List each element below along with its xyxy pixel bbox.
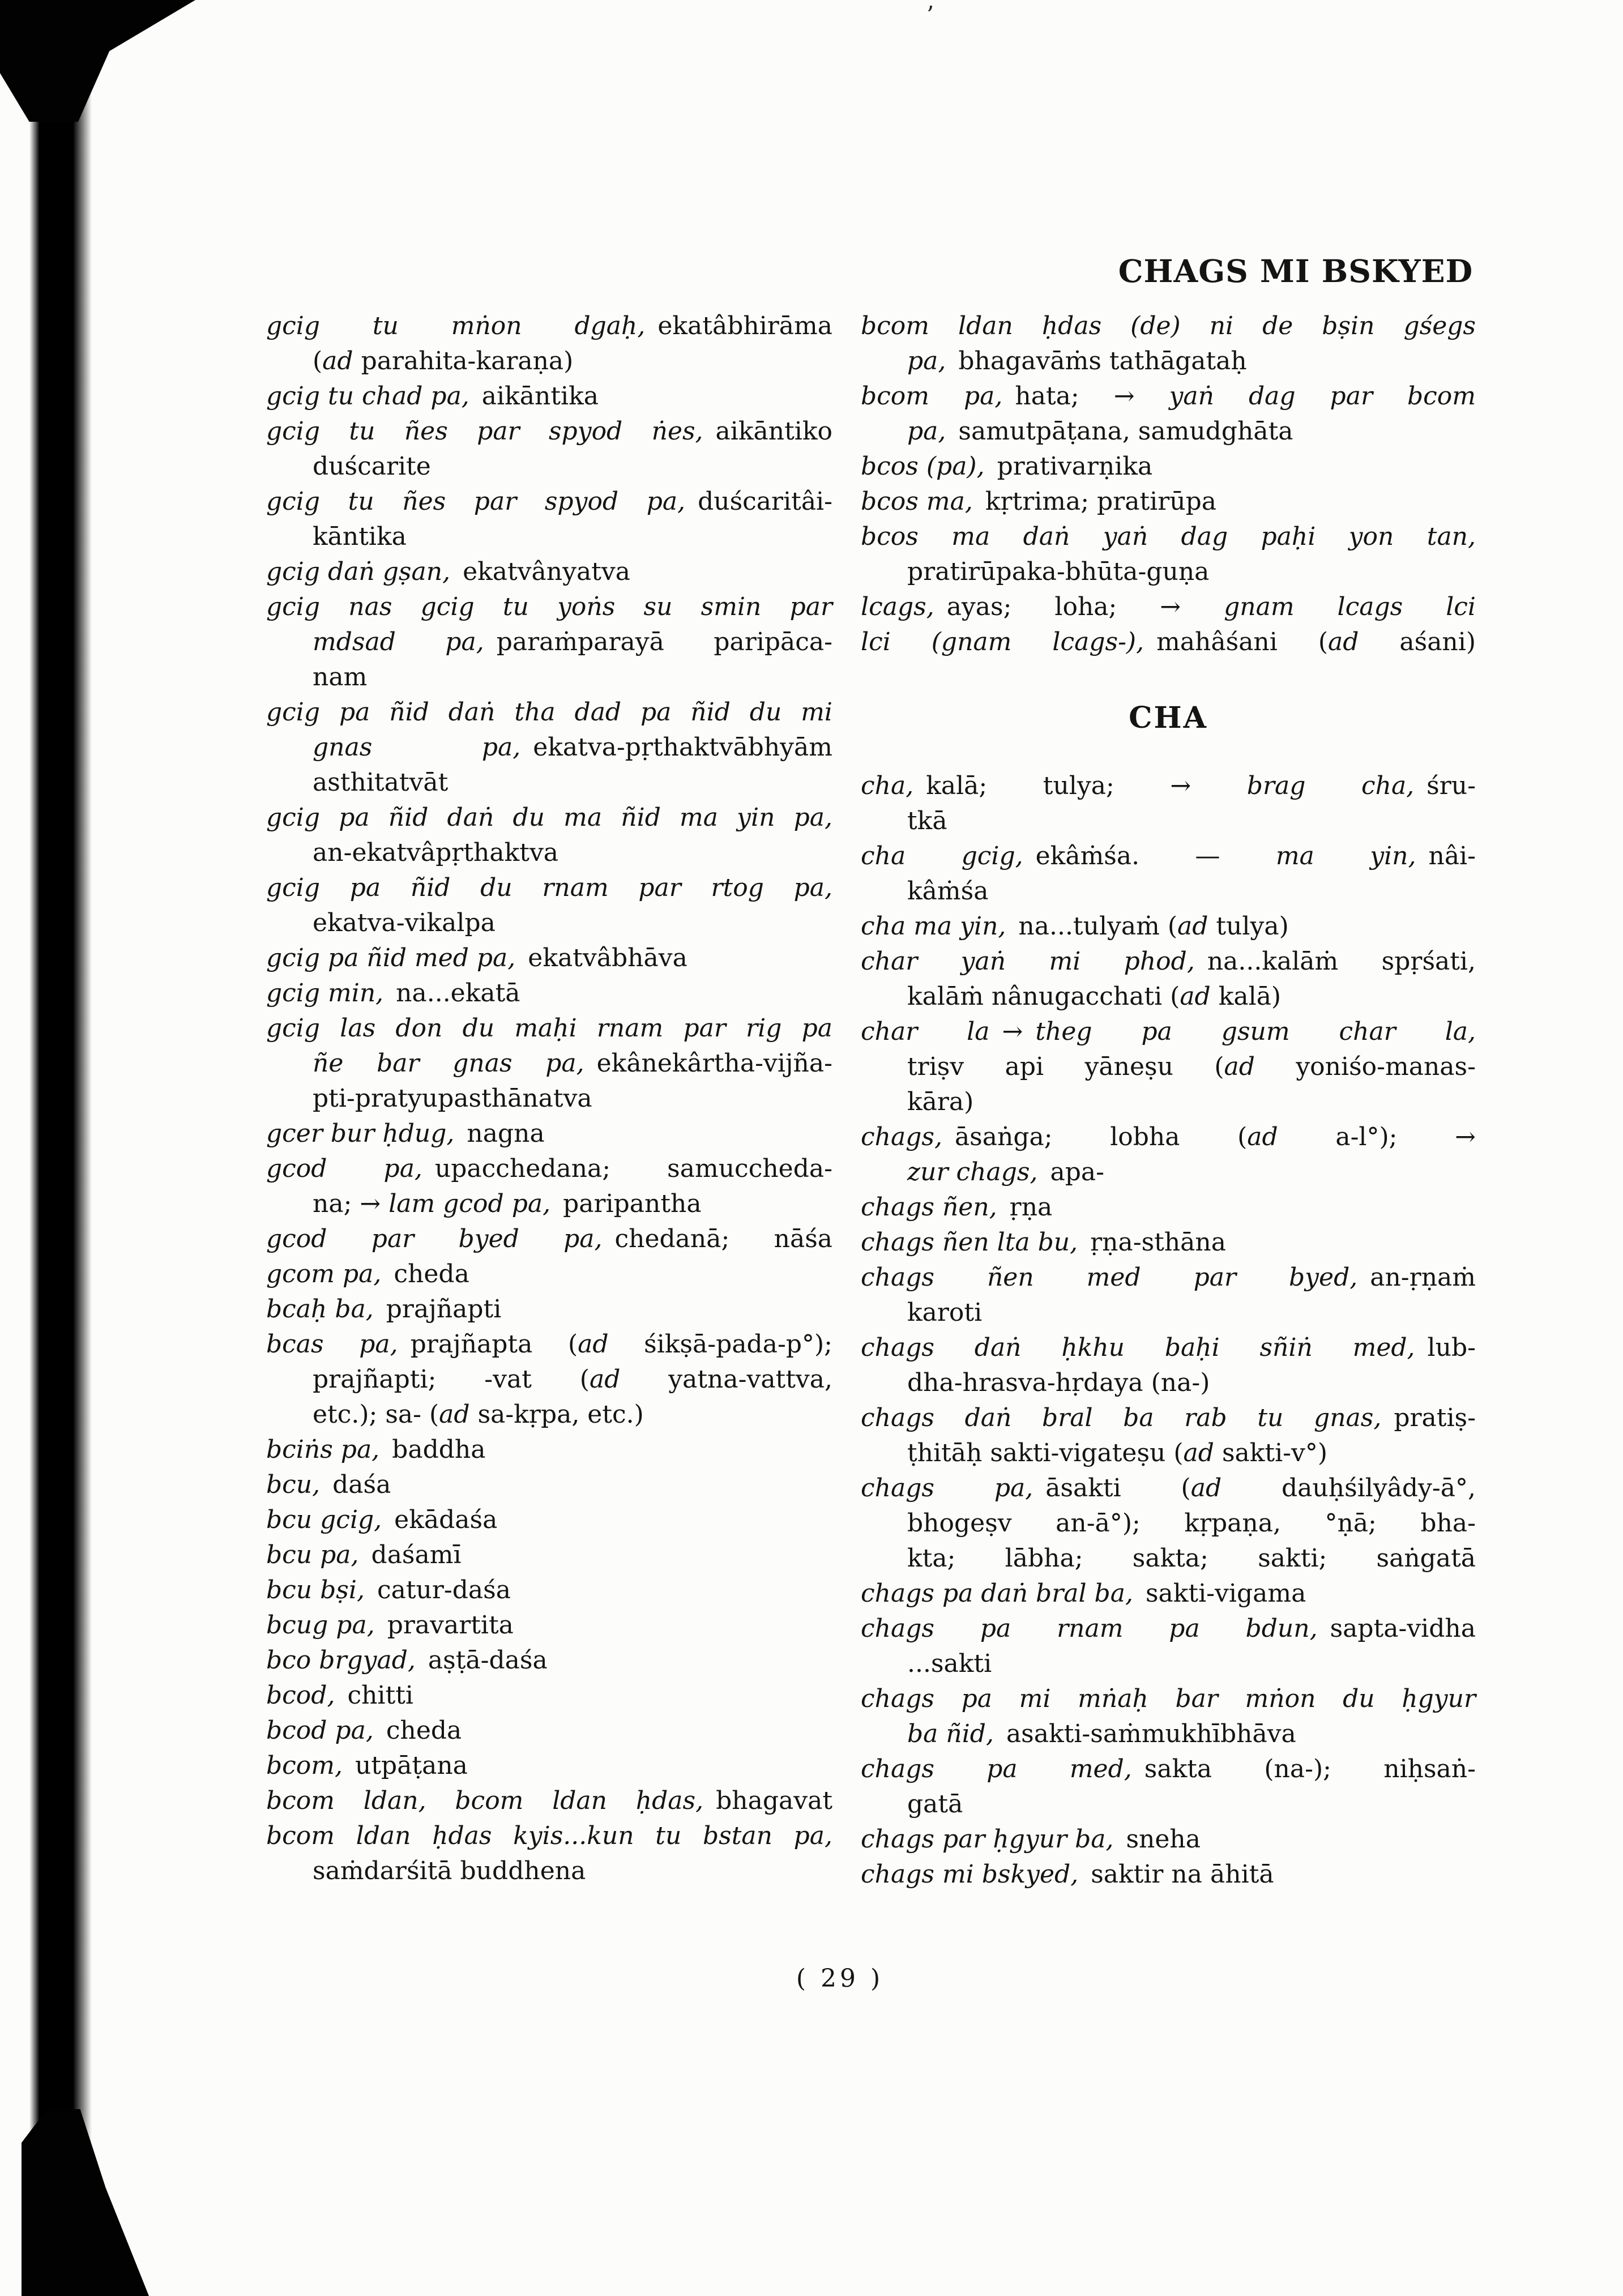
sanskrit-equivalent: tulya): [1208, 912, 1289, 941]
tibetan-term: chags pa rnam pa bdun,: [861, 1614, 1318, 1643]
tibetan-term: ad: [439, 1400, 470, 1429]
tibetan-term: chags ñen,: [861, 1193, 997, 1222]
tibetan-term: char la: [861, 1017, 990, 1046]
sanskrit-equivalent: duścarite: [313, 452, 431, 481]
entry-line: [266, 309, 832, 344]
sanskrit-equivalent: aikāntika: [469, 382, 599, 411]
sanskrit-equivalent: kāra): [907, 1087, 974, 1116]
sanskrit-equivalent: sakti-vigama: [1133, 1579, 1306, 1608]
entry-line: [861, 1260, 1476, 1295]
sanskrit-equivalent: ekânekârtha-vijña-: [584, 1049, 832, 1078]
entry-line: [861, 1120, 1476, 1155]
sanskrit-equivalent: hata; →: [1002, 382, 1169, 411]
sanskrit-equivalent: →: [989, 1017, 1036, 1046]
entry-line: [266, 1222, 832, 1257]
sanskrit-equivalent: etc.); sa- (: [313, 1400, 439, 1429]
entry-line: [266, 1432, 832, 1467]
entry-line: [861, 590, 1476, 625]
entry-line: [266, 1678, 832, 1713]
tibetan-term: ad: [1177, 912, 1208, 941]
entry-line: [861, 1717, 1476, 1752]
entry-line: [266, 1467, 832, 1503]
entry-line: [266, 1257, 832, 1292]
tibetan-term: chags pa daṅ bral ba,: [861, 1579, 1133, 1608]
tibetan-term: bcod pa,: [266, 1716, 374, 1745]
book-gutter-shadow-bottom: [22, 2109, 149, 2296]
entry-line: [861, 1225, 1476, 1260]
entry-line: [861, 484, 1476, 519]
entry-line: [266, 1748, 832, 1783]
tibetan-term: brag cha,: [1246, 771, 1415, 800]
entry-line: [266, 1538, 832, 1573]
sanskrit-equivalent: aikāntiko: [703, 417, 832, 446]
running-head: CHAGS MI BSKYED: [1118, 253, 1473, 289]
entry-line: [266, 519, 832, 554]
tibetan-term: chags pa med,: [861, 1755, 1132, 1783]
sanskrit-equivalent: an-ekatvâpṛthaktva: [313, 838, 559, 867]
sanskrit-equivalent: pratiṣ-: [1381, 1403, 1476, 1432]
entry-line: [861, 554, 1476, 590]
entry-line: [266, 625, 832, 660]
sanskrit-equivalent: apa-: [1037, 1158, 1104, 1187]
entry-line: [266, 1573, 832, 1608]
tibetan-term: cha ma yin,: [861, 912, 1006, 941]
entry-line: [861, 309, 1476, 344]
tibetan-term: bcaḥ ba,: [266, 1295, 374, 1324]
entry-line: [266, 730, 832, 765]
entry-line: [861, 1822, 1476, 1857]
entry-line: [266, 554, 832, 590]
dictionary-column-left: [266, 309, 832, 1889]
tibetan-term: bcos ma,: [861, 487, 973, 516]
entry-line: [266, 590, 832, 625]
tibetan-term: ad: [578, 1330, 609, 1359]
entry-line: [266, 906, 832, 941]
entry-line: [861, 1541, 1476, 1576]
tibetan-term: gcig pa ñid daṅ tha dad pa ñid du mi: [266, 698, 832, 727]
sanskrit-equivalent: sapta-vidha: [1317, 1614, 1476, 1643]
book-gutter-shadow: [29, 0, 92, 2296]
sanskrit-equivalent: sakta (na-); niḥsaṅ-: [1131, 1755, 1476, 1783]
sanskrit-equivalent: an-ṛṇaṁ: [1357, 1263, 1476, 1292]
tibetan-term: yaṅ dag par bcom: [1169, 382, 1476, 411]
sanskrit-equivalent: cheda: [373, 1716, 462, 1745]
sanskrit-equivalent: saṁdarśitā buddhena: [313, 1857, 586, 1885]
tibetan-term: bcom pa,: [861, 382, 1003, 411]
sanskrit-equivalent: parahita-karaṇa): [353, 347, 574, 375]
entry-line: [861, 519, 1476, 554]
entry-line: [861, 1857, 1476, 1892]
entry-line: [266, 414, 832, 449]
tibetan-term: bcom ldan ḥdas (de) ni de bṣin gśegs: [861, 311, 1476, 340]
tibetan-term: lam gcod pa,: [388, 1189, 551, 1218]
sanskrit-equivalent: daśa: [320, 1470, 391, 1499]
sanskrit-equivalent: prajñapti: [373, 1295, 502, 1324]
tibetan-term: gcom pa,: [266, 1260, 382, 1288]
tibetan-term: ad: [1328, 628, 1359, 656]
tibetan-term: chags mi bskyed,: [861, 1860, 1079, 1889]
tibetan-term: chags par ḥgyur ba,: [861, 1825, 1114, 1854]
entry-line: [861, 909, 1476, 944]
tibetan-term: gnam lcags lci: [1224, 592, 1476, 621]
sanskrit-equivalent: saktir na āhitā: [1078, 1860, 1274, 1889]
entry-line: [266, 379, 832, 414]
tibetan-term: bcos ma daṅ yaṅ dag paḥi yon tan,: [861, 522, 1476, 551]
sanskrit-equivalent: ekatvâbhāva: [515, 944, 687, 972]
sanskrit-equivalent: bhagavat: [703, 1786, 832, 1815]
entry-line: [861, 1787, 1476, 1822]
tibetan-term: gcig pa ñid du rnam par rtog pa,: [266, 873, 832, 902]
sanskrit-equivalent: sakti-v°): [1214, 1439, 1328, 1467]
sanskrit-equivalent: nâi-: [1416, 842, 1476, 870]
sanskrit-equivalent: pti-pratyupasthānatva: [313, 1084, 592, 1113]
tibetan-term: gcig tu mṅon dgaḥ,: [266, 311, 646, 340]
entry-line: [266, 1011, 832, 1046]
entry-line: [266, 941, 832, 976]
tibetan-term: gnas pa,: [313, 733, 521, 762]
tibetan-term: chags daṅ bral ba rab tu gnas,: [861, 1403, 1382, 1432]
sanskrit-equivalent: asthitatvāt: [313, 768, 449, 797]
entry-line: [861, 449, 1476, 484]
sanskrit-equivalent: āsakti (: [1033, 1474, 1191, 1503]
tibetan-term: gcer bur ḥdug,: [266, 1119, 455, 1148]
sanskrit-equivalent: kāntika: [313, 522, 407, 551]
entry-line: [861, 1471, 1476, 1506]
sanskrit-equivalent: dha-hrasva-hṛdaya (na-): [907, 1368, 1210, 1397]
book-gutter-shadow-top: [0, 0, 195, 122]
entry-line: [861, 1576, 1476, 1611]
entry-line: [266, 484, 832, 519]
sanskrit-equivalent: triṣv api yāneṣu (: [907, 1052, 1224, 1081]
tibetan-term: theg pa gsum char la,: [1035, 1017, 1476, 1046]
sanskrit-equivalent: mahâśani (: [1144, 628, 1328, 656]
sanskrit-equivalent: asakti-saṁmukhībhāva: [993, 1719, 1296, 1748]
sanskrit-equivalent: yoniśo-manas-: [1254, 1052, 1476, 1081]
tibetan-term: ad: [1190, 1474, 1222, 1503]
tibetan-term: gcod pa,: [266, 1154, 422, 1183]
sanskrit-equivalent: ṛṇa: [997, 1193, 1053, 1222]
entry-line: [266, 1643, 832, 1678]
sanskrit-equivalent: paripantha: [550, 1189, 702, 1218]
page-number: ( 29 ): [796, 1964, 884, 1993]
tibetan-term: chags daṅ ḥkhu baḥi sñiṅ med,: [861, 1333, 1415, 1362]
entry-line: [861, 344, 1476, 379]
tibetan-term: bcom,: [266, 1751, 343, 1780]
entry-line: [861, 379, 1476, 414]
sanskrit-equivalent: catur-daśa: [364, 1576, 511, 1604]
sanskrit-equivalent: duścaritâi-: [685, 487, 832, 516]
sanskrit-equivalent: na...tulyaṁ (: [1006, 912, 1177, 941]
scan-speck: ’: [926, 1, 934, 29]
tibetan-term: lci (gnam lcags-),: [861, 628, 1144, 656]
tibetan-term: chags pa mi mṅaḥ bar mṅon du ḥgyur: [861, 1684, 1476, 1713]
tibetan-term: gcig tu ñes par spyod pa,: [266, 487, 686, 516]
tibetan-term: gcod par byed pa,: [266, 1224, 603, 1253]
entry-line: [861, 1190, 1476, 1225]
sanskrit-equivalent: a-l°); →: [1278, 1123, 1476, 1151]
tibetan-term: mdsad pa,: [313, 628, 484, 656]
entry-line: [861, 1752, 1476, 1787]
sanskrit-equivalent: bhagavāṁs tathāgataḥ: [946, 347, 1247, 375]
sanskrit-equivalent: sa-kṛpa, etc.): [469, 1400, 644, 1429]
entry-line: [266, 765, 832, 800]
entry-line: [861, 804, 1476, 839]
entry-line: [861, 1155, 1476, 1190]
entry-line: [266, 1783, 832, 1819]
sanskrit-equivalent: utpāṭana: [343, 1751, 468, 1780]
tibetan-term: bcug pa,: [266, 1611, 375, 1640]
entry-line: [266, 660, 832, 695]
sanskrit-equivalent: yatna-vattva,: [620, 1365, 832, 1394]
sanskrit-equivalent: āsaṅga; lobha (: [942, 1123, 1248, 1151]
sanskrit-equivalent: ...sakti: [907, 1649, 992, 1678]
sanskrit-equivalent: aṣṭā-daśa: [415, 1646, 548, 1675]
tibetan-term: gcig pa ñid med pa,: [266, 944, 516, 972]
sanskrit-equivalent: upacchedana; samuccheda-: [422, 1154, 832, 1183]
sanskrit-equivalent: prativarṇika: [984, 452, 1153, 481]
entry-line: [266, 870, 832, 906]
sanskrit-equivalent: ekatva-pṛthaktvābhyām: [520, 733, 832, 762]
tibetan-term: bcom ldan ḥdas kyis...kun tu bstan pa,: [266, 1821, 832, 1850]
tibetan-term: bcos (pa),: [861, 452, 985, 481]
sanskrit-equivalent: chedanā; nāśa: [602, 1224, 833, 1253]
entry-line: [266, 449, 832, 484]
tibetan-term: ñe bar gnas pa,: [313, 1049, 584, 1078]
sanskrit-equivalent: kalā; tulya; →: [913, 771, 1247, 800]
sanskrit-equivalent: śikṣā-pada-p°);: [608, 1330, 832, 1359]
entry-line: [861, 979, 1476, 1014]
sanskrit-equivalent: ṛṇa-sthāna: [1078, 1228, 1226, 1257]
tibetan-term: ad: [1247, 1123, 1278, 1151]
entry-line: [266, 344, 832, 379]
sanskrit-equivalent: pratirūpaka-bhūta-guṇa: [907, 557, 1210, 586]
tibetan-term: bcu gcig,: [266, 1505, 382, 1534]
sanskrit-equivalent: cheda: [381, 1260, 469, 1288]
sanskrit-equivalent: samutpāṭana, samudghāta: [946, 417, 1293, 446]
entry-line: [861, 874, 1476, 909]
entry-line: [266, 1292, 832, 1327]
tibetan-term: chags ñen med par byed,: [861, 1263, 1358, 1292]
tibetan-term: chags ñen lta bu,: [861, 1228, 1078, 1257]
tibetan-term: bcas pa,: [266, 1330, 398, 1359]
entry-line: [266, 1608, 832, 1643]
sanskrit-equivalent: ayas; loha; →: [934, 592, 1224, 621]
sanskrit-equivalent: dauḥśilyâdy-ā°,: [1221, 1474, 1476, 1503]
sanskrit-equivalent: daśamī: [358, 1540, 462, 1569]
sanskrit-equivalent: nam: [313, 663, 368, 692]
tibetan-term: lcags,: [861, 592, 934, 621]
entry-line: [861, 1506, 1476, 1541]
sanskrit-equivalent: kâṁśa: [907, 877, 989, 906]
sanskrit-equivalent: chitti: [335, 1681, 413, 1710]
tibetan-term: pa,: [907, 417, 946, 446]
entry-line: [861, 414, 1476, 449]
sanskrit-equivalent: kalā): [1210, 982, 1282, 1011]
entry-line: [266, 1151, 832, 1187]
entry-line: [266, 1187, 832, 1222]
tibetan-term: ad: [1224, 1052, 1255, 1081]
sanskrit-equivalent: na; →: [313, 1189, 389, 1218]
entry-line: [266, 1713, 832, 1748]
entry-line: [861, 1085, 1476, 1120]
sanskrit-equivalent: bhogeṣv an-ā°); kṛpaṇa, °ṇā; bha-: [907, 1509, 1476, 1538]
entry-line: [266, 1362, 832, 1397]
dictionary-column-right: [861, 309, 1476, 1892]
tibetan-term: bciṅs pa,: [266, 1435, 380, 1464]
entry-line: [861, 1365, 1476, 1401]
sanskrit-equivalent: nagna: [454, 1119, 545, 1148]
entry-line: [861, 1401, 1476, 1436]
entry-line: [266, 1046, 832, 1081]
sanskrit-equivalent: tkā: [907, 806, 947, 835]
entry-line: [266, 1397, 832, 1432]
sanskrit-equivalent: karoti: [907, 1298, 983, 1327]
tibetan-term: ad: [1183, 1439, 1214, 1467]
sanskrit-equivalent: śru-: [1414, 771, 1476, 800]
sanskrit-equivalent: na...ekatā: [383, 979, 520, 1008]
tibetan-term: bcu bṣi,: [266, 1576, 365, 1604]
sanskrit-equivalent: ekādaśa: [382, 1505, 498, 1534]
tibetan-term: bcu pa,: [266, 1540, 359, 1569]
tibetan-term: bcod,: [266, 1681, 335, 1710]
sanskrit-equivalent: gatā: [907, 1790, 963, 1819]
sanskrit-equivalent: kalāṁ nânugacchati (: [907, 982, 1180, 1011]
tibetan-term: ad: [589, 1365, 621, 1394]
entry-line: [861, 1049, 1476, 1085]
section-heading-cha: CHA: [1129, 701, 1208, 735]
tibetan-term: gcig min,: [266, 979, 384, 1008]
tibetan-term: chags pa,: [861, 1474, 1033, 1503]
entry-line: [861, 769, 1476, 804]
entry-line: [861, 1682, 1476, 1717]
sanskrit-equivalent: (: [313, 347, 323, 375]
entry-line: [861, 1646, 1476, 1682]
sanskrit-equivalent: lub-: [1415, 1333, 1476, 1362]
sanskrit-equivalent: aśani): [1359, 628, 1476, 656]
entry-line: [861, 1330, 1476, 1365]
sanskrit-equivalent: sneha: [1113, 1825, 1201, 1854]
sanskrit-equivalent: kta; lābha; sakta; sakti; saṅgatā: [907, 1544, 1476, 1573]
sanskrit-equivalent: prajñapti; -vat (: [313, 1365, 590, 1394]
entry-line: [861, 1295, 1476, 1330]
entry-line: [266, 1081, 832, 1116]
tibetan-term: gcig pa ñid daṅ du ma ñid ma yin pa,: [266, 803, 832, 832]
sanskrit-equivalent: na...kalāṁ spṛśati,: [1194, 947, 1476, 976]
entry-line: [266, 800, 832, 835]
entry-line: [266, 1327, 832, 1362]
entry-line: [266, 1116, 832, 1151]
entry-line: [861, 625, 1476, 660]
tibetan-term: chags,: [861, 1123, 942, 1151]
entry-line: [266, 976, 832, 1011]
entry-line: [266, 835, 832, 870]
entry-line: [861, 839, 1476, 874]
entry-line: [266, 1503, 832, 1538]
entry-line: [266, 695, 832, 730]
entry-line: [266, 1854, 832, 1889]
sanskrit-equivalent: pravartita: [374, 1611, 514, 1640]
tibetan-term: zur chags,: [907, 1158, 1038, 1187]
sanskrit-equivalent: paraṁparayā paripāca-: [484, 628, 832, 656]
sanskrit-equivalent: prajñapta (: [398, 1330, 578, 1359]
tibetan-term: gcig tu ñes par spyod ṅes,: [266, 417, 703, 446]
tibetan-term: bcom ldan, bcom ldan ḥdas,: [266, 1786, 704, 1815]
tibetan-term: pa,: [907, 347, 946, 375]
tibetan-term: cha gcig,: [861, 842, 1023, 870]
sanskrit-equivalent: ekatvânyatva: [450, 557, 630, 586]
tibetan-term: cha,: [861, 771, 914, 800]
tibetan-term: ad: [1180, 982, 1211, 1011]
tibetan-term: gcig daṅ gṣan,: [266, 557, 451, 586]
tibetan-term: gcig las don du maḥi rnam par rig pa: [266, 1014, 832, 1043]
entry-line: [861, 1611, 1476, 1646]
entry-line: [266, 1819, 832, 1854]
tibetan-term: ma yin,: [1275, 842, 1416, 870]
tibetan-term: gcig nas gcig tu yoṅs su smin par: [266, 592, 832, 621]
entry-line: [861, 1436, 1476, 1471]
tibetan-term: gcig tu chad pa,: [266, 382, 469, 411]
tibetan-term: ba ñid,: [907, 1719, 994, 1748]
tibetan-term: ad: [322, 347, 353, 375]
sanskrit-equivalent: ṭhitāḥ sakti-vigateṣu (: [907, 1439, 1184, 1467]
tibetan-term: char yaṅ mi phod,: [861, 947, 1195, 976]
entry-line: [861, 1014, 1476, 1049]
tibetan-term: bco brgyad,: [266, 1646, 416, 1675]
sanskrit-equivalent: ekâṁśa. —: [1023, 842, 1276, 870]
sanskrit-equivalent: kṛtrima; pratirūpa: [972, 487, 1217, 516]
entry-line: [861, 944, 1476, 979]
sanskrit-equivalent: ekatâbhirāma: [645, 311, 832, 340]
sanskrit-equivalent: ekatva-vikalpa: [313, 908, 496, 937]
tibetan-term: bcu,: [266, 1470, 321, 1499]
sanskrit-equivalent: baddha: [379, 1435, 486, 1464]
